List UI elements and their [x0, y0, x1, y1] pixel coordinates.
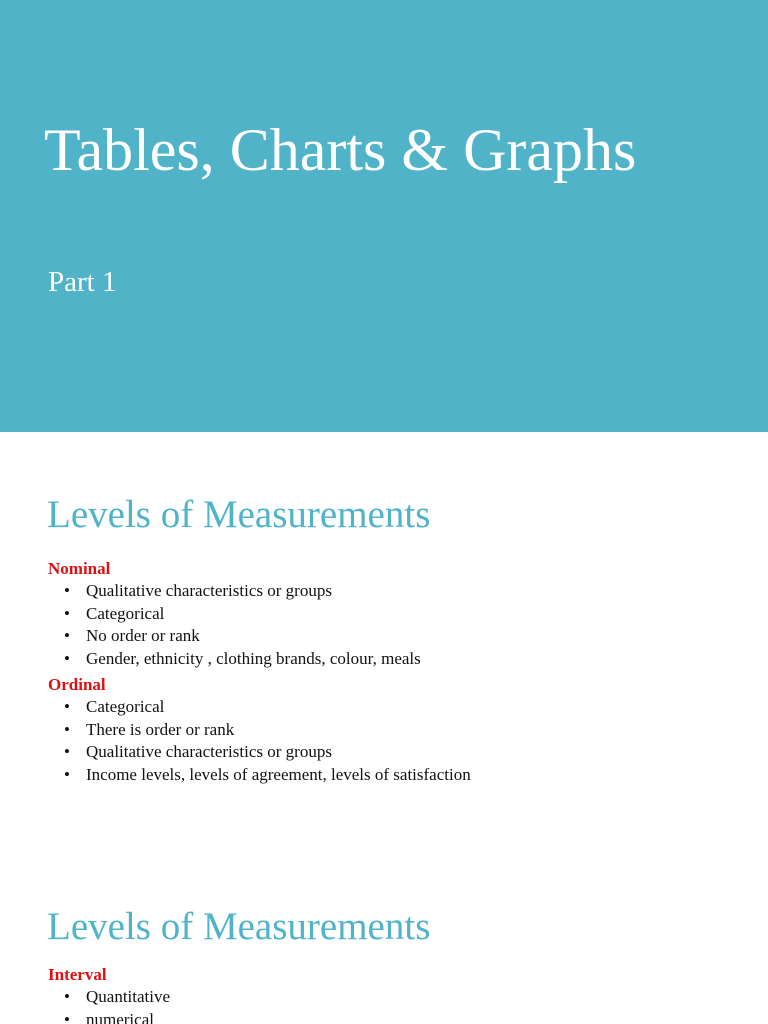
- list-item-text: Quantitative: [86, 987, 171, 1006]
- list-item: [48, 625, 748, 648]
- list-item-text: Gender, ethnicity , clothing brands, colour, meals: [86, 648, 421, 668]
- bullet-list-ordinal: [48, 696, 748, 786]
- bullet-icon: •: [64, 581, 70, 600]
- slide-levels-of-measurements-2: [0, 842, 768, 1024]
- section-interval: [48, 964, 748, 1024]
- list-item: [48, 696, 748, 719]
- title-slide: [0, 0, 768, 432]
- presentation-title: Tables, Charts & Graphs: [44, 117, 637, 183]
- slide-heading: Levels of Measurements: [47, 493, 431, 536]
- list-item: [48, 648, 748, 671]
- list-item: [48, 719, 748, 742]
- list-item: [48, 741, 748, 764]
- bullet-icon: •: [64, 1009, 70, 1024]
- section-ordinal: [48, 674, 748, 786]
- bullet-icon: •: [64, 742, 70, 761]
- bullet-list-interval: [48, 986, 748, 1024]
- list-item-text: Categorical: [86, 697, 165, 716]
- bullet-icon: •: [64, 719, 70, 739]
- slide-levels-of-measurements-1: [0, 432, 768, 842]
- presentation-subtitle: Part 1: [48, 266, 117, 298]
- list-item-text: Qualitative characteristics or groups: [86, 581, 332, 600]
- bullet-list-nominal: [48, 580, 748, 670]
- bullet-icon: •: [64, 603, 70, 623]
- list-item-text: No order or rank: [86, 626, 200, 645]
- list-item-text: numerical: [86, 1009, 154, 1024]
- section-nominal: [48, 558, 748, 670]
- list-item: [48, 764, 748, 787]
- list-item: [48, 603, 748, 626]
- list-item: [48, 580, 748, 603]
- bullet-icon: •: [64, 648, 70, 668]
- section-label-ordinal: Ordinal: [48, 675, 106, 694]
- list-item-text: Categorical: [86, 603, 165, 623]
- list-item-text: Income levels, levels of agreement, levels of satisfaction: [86, 764, 471, 784]
- list-item-text: Qualitative characteristics or groups: [86, 742, 332, 761]
- bullet-icon: •: [64, 697, 70, 716]
- slide-heading: Levels of Measurements: [47, 905, 431, 948]
- list-item: [48, 986, 748, 1009]
- section-label-interval: Interval: [48, 965, 107, 984]
- list-item-text: There is order or rank: [86, 719, 235, 739]
- bullet-icon: •: [64, 626, 70, 645]
- list-item: [48, 1009, 748, 1024]
- bullet-icon: •: [64, 764, 70, 784]
- section-label-nominal: Nominal: [48, 559, 111, 578]
- bullet-icon: •: [64, 987, 70, 1006]
